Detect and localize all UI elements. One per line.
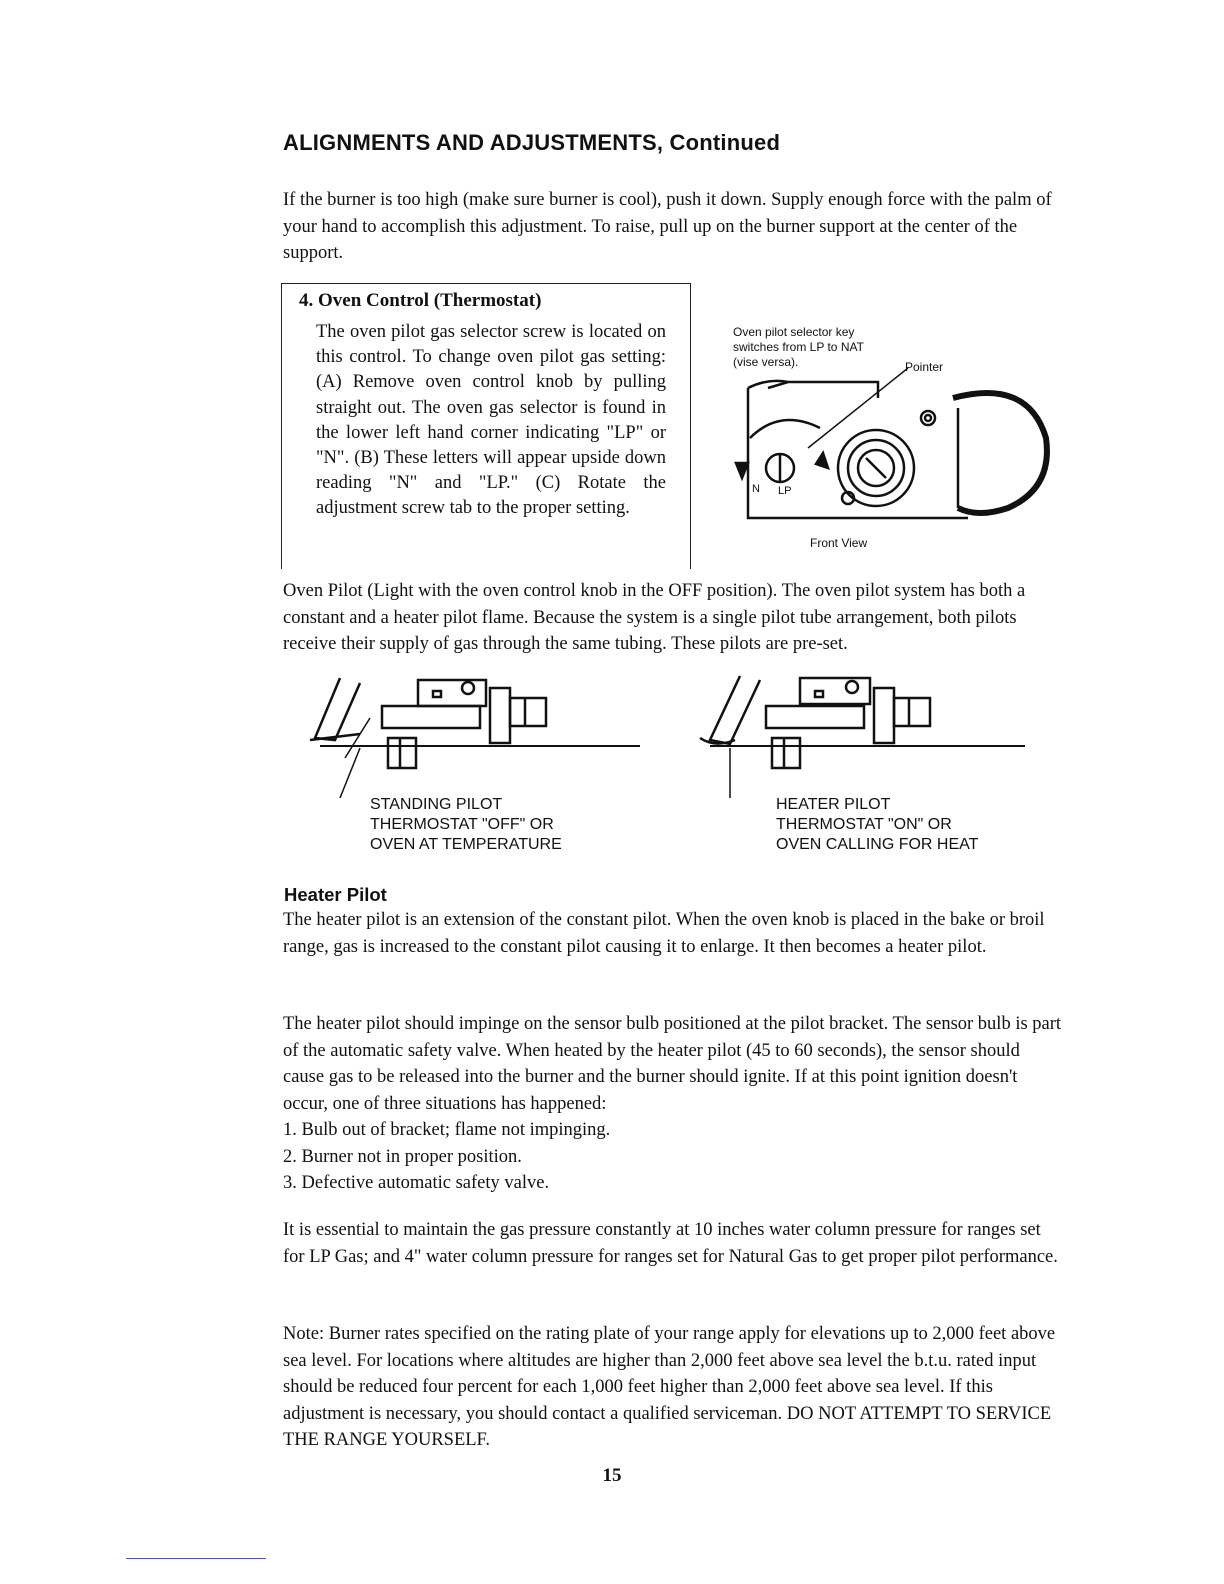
- paragraph-text: The heater pilot should impinge on the sensor bulb positioned at the pilot bracket. The sensor bulb is part of the automatic safety valve. When heated by the heater pilot (45 to 60 seconds), the sensor should cause gas to be released into the burner and the burner should ignite. If at this point ignition doesn't occur, one of three situations has happened:: [283, 1014, 1062, 1114]
- intro-paragraph: If the burner is too high (make sure burner is cool), push it down. Supply enough force with the palm of your hand to accomplish this adjustment. To raise, pull up on the burner support at the center of the support.: [283, 190, 1052, 263]
- front-view-label: Front View: [810, 536, 868, 550]
- heater-pilot-paragraph-2: [283, 1011, 1063, 1197]
- pointer-label: Pointer: [905, 360, 944, 374]
- heater-pilot-paragraph-1: The heater pilot is an extension of the constant pilot. When the oven knob is placed in the bake or broil range, gas is increased to the constant pilot causing it to enlarge. It then becomes a heater pilot.: [283, 910, 1045, 957]
- caption-line: OVEN CALLING FOR HEAT: [776, 836, 979, 853]
- caption-line: HEATER PILOT: [776, 796, 891, 813]
- gas-pressure-paragraph: It is essential to maintain the gas pressure constantly at 10 inches water column pressure for ranges set for LP Gas; and 4" water column pressure for ranges set for Natural Gas to get proper pilot performance.: [283, 1220, 1058, 1267]
- caption-line: (vise versa).: [733, 355, 799, 369]
- caption-line: THERMOSTAT "OFF" OR: [370, 816, 554, 833]
- altitude-note-paragraph: Note: Burner rates specified on the rating plate of your range apply for elevations up to 2,000 feet above sea level. For locations where altitudes are higher than 2,000 feet above sea level the b.t.u. rated input should be reduced four percent for each 1,000 feet higher than 2,000 feet above sea level. If this adjustment is necessary, you should contact a qualified serviceman. DO NOT ATTEMPT TO SERVICE THE RANGE YOURSELF.: [283, 1324, 1056, 1450]
- lp-label: LP: [778, 485, 792, 497]
- oven-control-body: The oven pilot gas selector screw is located on this control. To change oven pilot gas setting: (A) Remove oven control knob by pulling straight out. The oven gas selector is found in the lower left hand corner indicating "LP" or "N". (B) These letters will appear upside down reading "N" and "LP." (C) Rotate the adjustment screw tab to the proper setting.: [316, 322, 666, 519]
- heater-pilot-illustration: [680, 658, 1030, 798]
- footer-divider: [126, 1558, 266, 1559]
- caption-line: STANDING PILOT: [370, 796, 503, 813]
- oven-pilot-paragraph: Oven Pilot (Light with the oven control knob in the OFF position). The oven pilot system has both a constant and a heater pilot flame. Because the system is a single pilot tube arrangement, both pilots receive their supply of gas through the same tubing. These pilots are pre-set.: [283, 581, 1026, 654]
- page-number: 15: [602, 1465, 622, 1486]
- caption-line: THERMOSTAT "ON" OR: [776, 816, 952, 833]
- caption-line: OVEN AT TEMPERATURE: [370, 836, 562, 853]
- selector-key-caption: [733, 325, 864, 370]
- page-heading: ALIGNMENTS AND ADJUSTMENTS, Continued: [283, 130, 781, 155]
- thermostat-front-view-illustration: [728, 368, 1068, 534]
- list-item: 2. Burner not in proper position.: [283, 1146, 522, 1167]
- n-label: N: [752, 483, 760, 495]
- standing-pilot-illustration: [300, 658, 645, 798]
- heater-pilot-caption: [776, 795, 978, 855]
- list-item: 3. Defective automatic safety valve.: [283, 1173, 550, 1193]
- heater-pilot-heading: Heater Pilot: [284, 884, 387, 905]
- caption-line: Oven pilot selector key: [733, 325, 855, 339]
- list-item: 1. Bulb out of bracket; flame not impinging.: [283, 1120, 611, 1140]
- caption-line: switches from LP to NAT: [733, 340, 864, 354]
- oven-control-title: 4. Oven Control (Thermostat): [299, 290, 542, 311]
- standing-pilot-caption: [370, 795, 562, 855]
